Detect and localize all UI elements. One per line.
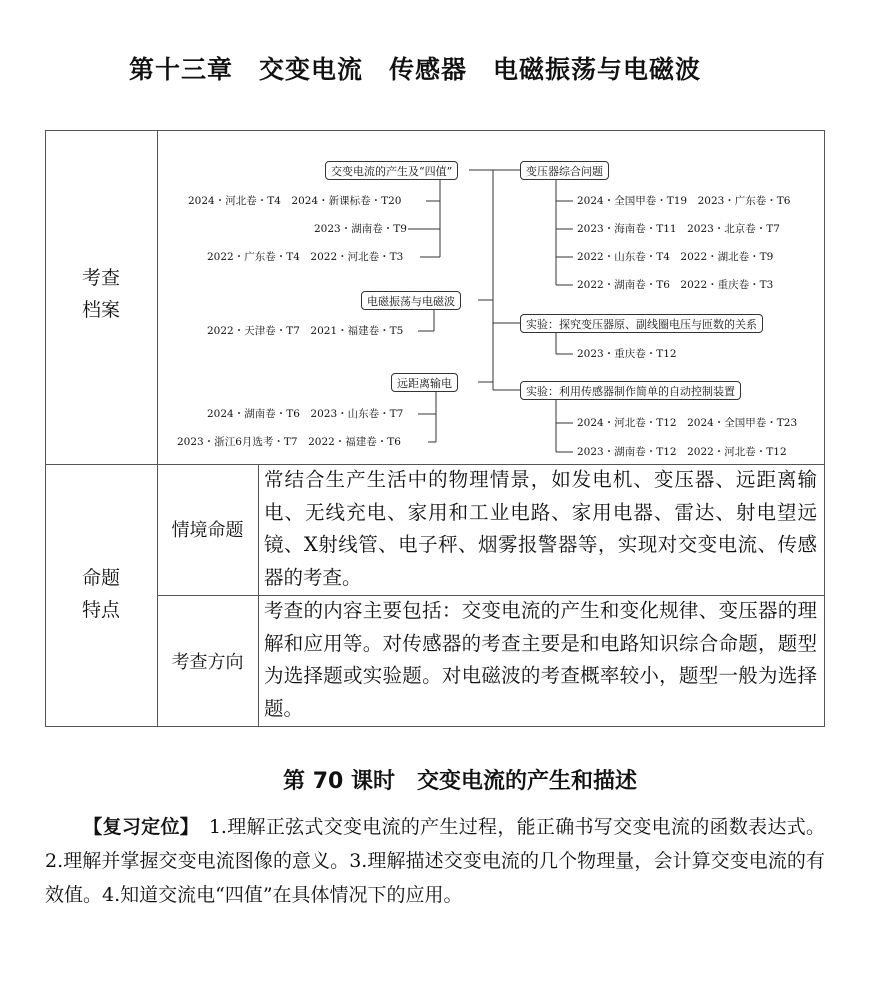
chapter-title: 第十三章 交变电流 传感器 电磁振荡与电磁波	[128, 55, 701, 84]
mind-node: 实验：利用传感器制作简单的自动控制装置	[520, 381, 741, 400]
mind-leaf: 2023・海南卷・T11 2023・北京卷・T7	[577, 223, 780, 235]
review-paragraph	[45, 810, 825, 912]
mind-node: 变压器综合问题	[520, 161, 609, 180]
row-label-features: 命题 特点	[81, 567, 120, 621]
mind-leaf: 2023・湖南卷・T9	[314, 223, 407, 235]
sub-label-context: 情境命题	[171, 520, 244, 541]
mind-leaf: 2023・湖南卷・T12 2022・河北卷・T12	[577, 446, 787, 458]
row-label-archive: 考查 档案	[81, 267, 120, 321]
context-text: 常结合生产生活中的物理情景，如发电机、变压器、远距离输电、无线充电、家用和工业电路、家用电器、雷达、射电望远镜、X射线管、电子秤、烟雾报警器等，实现对交变电流、传感器的考查。	[264, 468, 817, 589]
lesson-title: 第 70 课时 交变电流的产生和描述	[283, 769, 637, 794]
direction-text: 考查的内容主要包括：交变电流的产生和变化规律、变压器的理解和应用等。对传感器的考查主要是和电路知识综合命题，题型为选择题或实验题。对电磁波的考查概率较小，题型一般为选择题。	[264, 599, 817, 720]
mind-leaf: 2024・河北卷・T12 2024・全国甲卷・T23	[577, 417, 798, 429]
mind-leaf: 2023・重庆卷・T12	[577, 348, 677, 360]
sub-label-direction: 考查方向	[171, 652, 244, 673]
mind-leaf: 2023・浙江6月选考・T7 2022・福建卷・T6	[177, 436, 401, 448]
mind-node: 远距离输电	[391, 373, 458, 392]
mind-map	[158, 132, 824, 464]
mind-leaf: 2022・广东卷・T4 2022・河北卷・T3	[207, 251, 404, 263]
review-label: 【复习定位】	[83, 816, 190, 838]
mind-leaf: 2022・天津卷・T7 2021・福建卷・T5	[207, 325, 404, 337]
mind-leaf: 2024・全国甲卷・T19 2023・广东卷・T6	[577, 195, 791, 207]
mind-leaf: 2022・湖南卷・T6 2022・重庆卷・T3	[577, 279, 774, 291]
review-text: 1.理解正弦式交变电流的产生过程，能正确书写交变电流的函数表达式。2.理解并掌握交变电流图像的意义。3.理解描述交变电流的几个物理量，会计算交变电流的有效值。4.知道交流电“四值”在具体情况下的应用。	[45, 816, 825, 906]
mind-node: 交变电流的产生及“四值”	[325, 161, 458, 180]
mind-node: 实验：探究变压器原、副线圈电压与匝数的关系	[520, 314, 763, 333]
mind-leaf: 2024・河北卷・T4 2024・新课标卷・T20	[188, 195, 402, 207]
mind-leaf: 2024・湖南卷・T6 2023・山东卷・T7	[207, 408, 404, 420]
mind-leaf: 2022・山东卷・T4 2022・湖北卷・T9	[577, 251, 774, 263]
mind-node: 电磁振荡与电磁波	[361, 291, 461, 310]
